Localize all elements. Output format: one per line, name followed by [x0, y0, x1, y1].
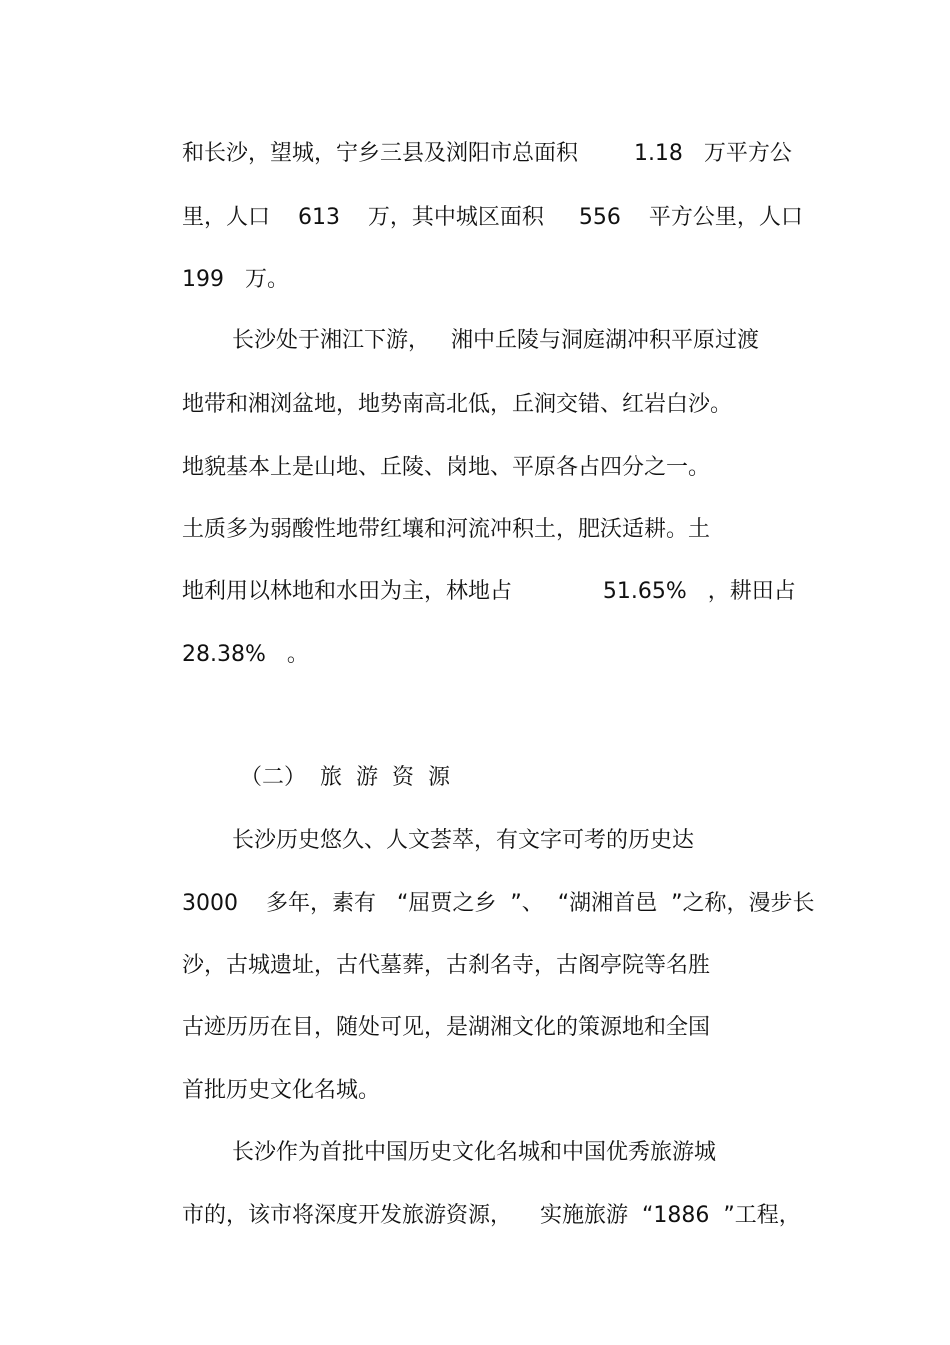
- section-line-3: 沙，古城遗址，古代墓葬，古刹名寺，古阁亭院等名胜: [182, 953, 711, 978]
- paragraph-line-6: 28.38% 。: [182, 642, 309, 667]
- paragraph-line-5: 地利用以林地和水田为主，林地占 51.65% ，耕田占: [182, 579, 796, 604]
- text-line-3: 199 万。: [182, 267, 289, 292]
- section-line-6: 长沙作为首批中国历史文化名城和中国优秀旅游城: [232, 1140, 717, 1165]
- section-line-2: 3000 多年，素有 “屈贾之乡 ”、 “湖湘首邑 ”之称，漫步长: [182, 891, 815, 916]
- section-line-7: 市的，该市将深度开发旅游资源， 实施旅游 “1886 ”工程，: [182, 1203, 801, 1228]
- section-line-1: 长沙历史悠久、人文荟萃，有文字可考的历史达: [232, 828, 695, 853]
- text-line-1: 和长沙，望城，宁乡三县及浏阳市总面积 1.18 万平方公: [182, 141, 792, 166]
- paragraph-line-1: 长沙处于湘江下游， 湘中丘陵与洞庭湖冲积平原过渡: [232, 328, 759, 353]
- paragraph-line-4: 土质多为弱酸性地带红壤和河流冲积土，肥沃适耕。土: [182, 517, 711, 542]
- text-line-2: 里，人口 613 万，其中城区面积 556 平方公里，人口: [182, 205, 803, 230]
- paragraph-line-3: 地貌基本上是山地、丘陵、岗地、平原各占四分之一。: [182, 455, 711, 480]
- section-line-4: 古迹历历在目，随处可见，是湖湘文化的策源地和全国: [182, 1015, 711, 1040]
- section-heading: （二） 旅 游 资 源: [240, 765, 450, 790]
- section-line-5: 首批历史文化名城。: [182, 1078, 381, 1103]
- paragraph-line-2: 地带和湘浏盆地，地势南高北低，丘涧交错、红岩白沙。: [182, 392, 733, 417]
